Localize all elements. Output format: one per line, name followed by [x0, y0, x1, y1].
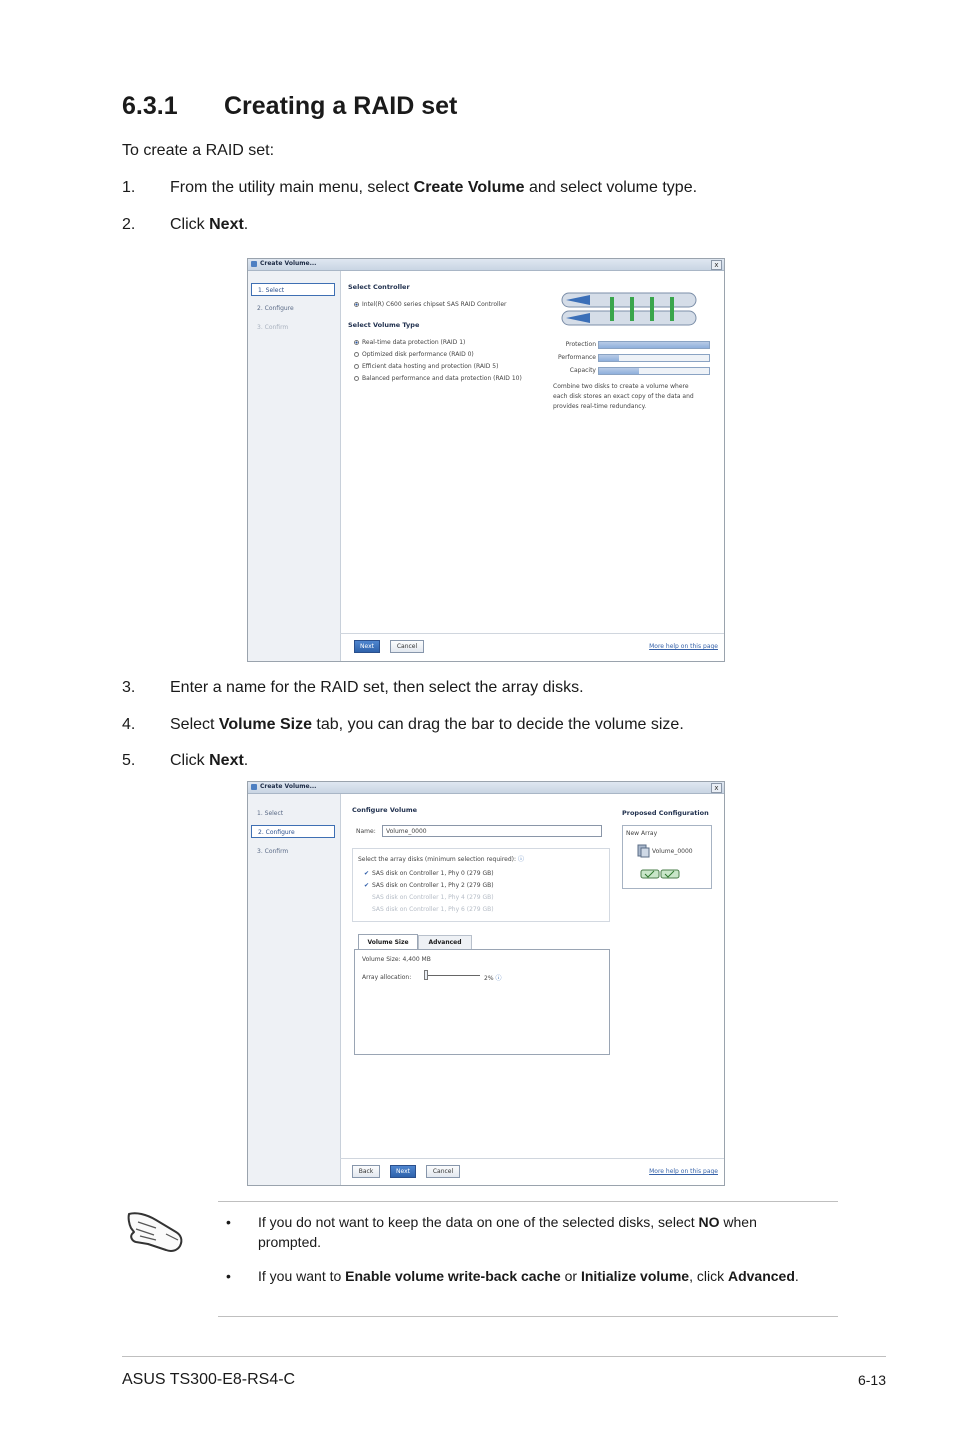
metric-capacity-bar: [598, 367, 710, 375]
radio-icon: [354, 364, 359, 369]
step-5: 5. Click Next.: [122, 752, 249, 769]
configure-volume-label: Configure Volume: [352, 806, 418, 814]
dialog-title: Create Volume...: [260, 260, 317, 267]
nav-configure[interactable]: 2. Configure: [251, 825, 335, 838]
create-volume-dialog-select: [247, 258, 725, 662]
disk-checkbox[interactable]: SAS disk on Controller 1, Phy 4 (279 GB): [364, 894, 494, 901]
footer-page-number: 6-13: [857, 1372, 886, 1388]
bullet-icon: •: [226, 1268, 231, 1284]
array-disks-icon: [640, 868, 680, 880]
create-volume-dialog-configure: [247, 781, 725, 1186]
tab-volume-size[interactable]: Volume Size: [358, 934, 418, 950]
description-line-3: provides real-time redundancy.: [553, 403, 647, 410]
new-array-label: New Array: [626, 830, 658, 837]
radio-icon: [354, 340, 359, 345]
dialog-titlebar: [248, 259, 724, 271]
radio-icon: [354, 302, 359, 307]
proposed-volume-name: Volume_0000: [652, 848, 693, 855]
wizard-nav: [248, 271, 341, 661]
section-number: 6.3.1: [122, 92, 178, 120]
disk-checkbox[interactable]: ✔ SAS disk on Controller 1, Phy 0 (279 GB): [364, 870, 494, 877]
dialog-title: Create Volume...: [260, 783, 317, 790]
step-2: 2. Click Next.: [122, 216, 249, 233]
note-item: • If you want to Enable volume write-back cache or Initialize volume, click Advanced.: [226, 1268, 799, 1284]
allocation-slider-handle[interactable]: [424, 970, 428, 980]
tab-advanced[interactable]: Advanced: [418, 935, 472, 950]
footer-product: ASUS TS300-E8-RS4-C: [122, 1371, 296, 1388]
select-volume-type-label: Select Volume Type: [348, 321, 420, 329]
nav-confirm[interactable]: 3. Confirm: [257, 324, 289, 331]
wizard-nav: [248, 794, 341, 1185]
volume-size-text: Volume Size: 4,400 MB: [362, 956, 431, 963]
allocation-value: 2% ⓘ: [484, 975, 502, 982]
metric-protection-bar: [598, 341, 710, 349]
section-title: Creating a RAID set: [224, 92, 458, 120]
app-icon: [251, 784, 257, 790]
checkbox-icon: [364, 894, 369, 899]
description-line-2: each disk stores an exact copy of the data and: [553, 393, 694, 400]
intro-text: To create a RAID set:: [122, 142, 275, 159]
proposed-config-label: Proposed Configuration: [622, 809, 709, 817]
volume-type-raid0[interactable]: Optimized disk performance (RAID 0): [354, 351, 474, 358]
dialog-titlebar: [248, 782, 724, 794]
radio-icon: [354, 376, 359, 381]
close-icon[interactable]: x: [711, 260, 722, 270]
raid-disks-illustration-icon: [560, 289, 700, 329]
metric-capacity-label: Capacity: [569, 367, 596, 374]
checkbox-icon: ✔: [364, 870, 370, 877]
bullet-icon: •: [226, 1214, 231, 1230]
volume-type-raid10[interactable]: Balanced performance and data protection (RAID 10): [354, 375, 534, 383]
description-line-1: Combine two disks to create a volume where: [553, 383, 689, 390]
disk-checkbox[interactable]: SAS disk on Controller 1, Phy 6 (279 GB): [364, 906, 494, 913]
step-1: 1. From the utility main menu, select Create Volume and select volume type.: [122, 179, 698, 196]
select-controller-label: Select Controller: [348, 283, 410, 291]
volume-type-raid1[interactable]: Real-time data protection (RAID 1): [354, 339, 465, 346]
checkbox-icon: [364, 906, 369, 911]
step-4: 4. Select Volume Size tab, you can drag the bar to decide the volume size.: [122, 716, 684, 733]
radio-icon: [354, 352, 359, 357]
checkbox-icon: ✔: [364, 882, 370, 889]
volume-name-input[interactable]: Volume_0000: [382, 825, 602, 837]
help-icon[interactable]: ⓘ: [495, 975, 502, 982]
note-hand-icon: [126, 1204, 186, 1256]
nav-confirm[interactable]: 3. Confirm: [257, 848, 289, 855]
array-allocation-label: Array allocation:: [362, 974, 412, 981]
disks-prompt: Select the array disks (minimum selection required): ⓘ: [358, 856, 524, 863]
allocation-slider-track[interactable]: [424, 975, 480, 976]
note-box: [218, 1201, 838, 1317]
controller-option[interactable]: Intel(R) C600 series chipset SAS RAID Controller: [354, 301, 507, 308]
nav-configure[interactable]: 2. Configure: [257, 305, 294, 312]
name-label: Name:: [356, 828, 376, 835]
volume-icon: [636, 844, 650, 858]
nav-select[interactable]: 1. Select: [251, 283, 335, 296]
help-link[interactable]: More help on this page: [649, 643, 718, 650]
volume-size-panel: [354, 949, 610, 1055]
back-button[interactable]: Back: [352, 1165, 380, 1178]
note-item: • If you do not want to keep the data on one of the selected disks, select NO when prompted.: [226, 1214, 757, 1250]
section-heading: [122, 92, 457, 121]
metric-performance-bar: [598, 354, 710, 362]
cancel-button[interactable]: Cancel: [390, 640, 424, 653]
metric-protection-label: Protection: [565, 341, 596, 348]
next-button[interactable]: Next: [354, 640, 380, 653]
help-link[interactable]: More help on this page: [649, 1168, 718, 1175]
cancel-button[interactable]: Cancel: [426, 1165, 460, 1178]
nav-select[interactable]: 1. Select: [257, 810, 284, 817]
volume-type-raid5[interactable]: Efficient data hosting and protection (RAID 5): [354, 363, 498, 370]
app-icon: [251, 261, 257, 267]
help-icon[interactable]: ⓘ: [517, 856, 524, 863]
metric-performance-label: Performance: [557, 354, 596, 361]
close-icon[interactable]: x: [711, 783, 722, 793]
step-3: 3. Enter a name for the RAID set, then select the array disks.: [122, 679, 584, 696]
next-button[interactable]: Next: [390, 1165, 416, 1178]
disk-checkbox[interactable]: ✔ SAS disk on Controller 1, Phy 2 (279 GB): [364, 882, 494, 889]
